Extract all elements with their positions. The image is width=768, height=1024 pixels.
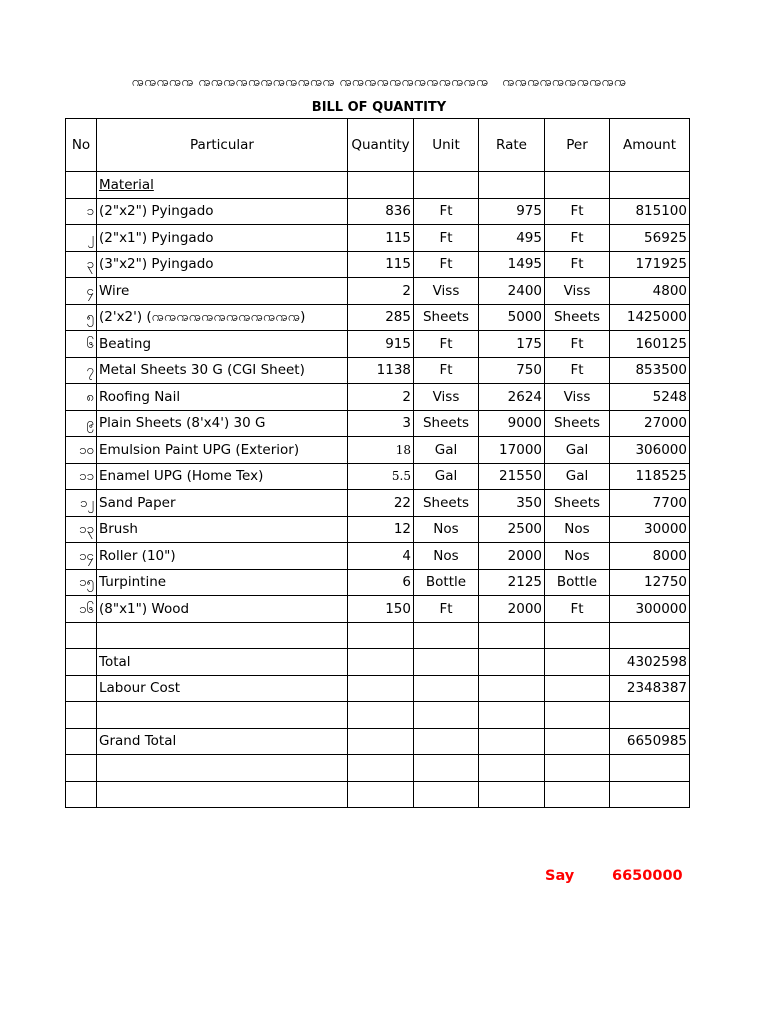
table-row	[66, 437, 690, 464]
document-title: BILL OF QUANTITY	[311, 100, 447, 115]
header-rate: Rate	[479, 119, 545, 172]
item-unit: Ft	[414, 357, 479, 384]
table-cell	[66, 675, 97, 702]
item-per: Nos	[545, 516, 610, 543]
item-unit: Sheets	[414, 304, 479, 331]
table-cell	[348, 755, 414, 782]
item-no: ၁၃	[66, 516, 97, 543]
item-no: ၁၆	[66, 596, 97, 623]
item-no: ၁၂	[66, 490, 97, 517]
table-row	[66, 410, 690, 437]
item-rate: 2624	[479, 384, 545, 411]
bill-of-quantity-table	[65, 118, 690, 808]
item-unit: Bottle	[414, 569, 479, 596]
item-amount: 5248	[610, 384, 690, 411]
table-cell	[610, 702, 690, 729]
item-rate: 175	[479, 331, 545, 358]
item-quantity: 4	[348, 543, 414, 570]
item-per: Viss	[545, 384, 610, 411]
item-no: ၉	[66, 410, 97, 437]
item-no: ၁၅	[66, 569, 97, 596]
empty-row	[66, 781, 690, 808]
table-row	[66, 251, 690, 278]
table-cell	[545, 172, 610, 199]
item-amount: 853500	[610, 357, 690, 384]
item-particular: Emulsion Paint UPG (Exterior)	[97, 437, 348, 464]
table-row	[66, 596, 690, 623]
item-quantity: 115	[348, 251, 414, 278]
item-rate: 2000	[479, 596, 545, 623]
table-cell	[479, 702, 545, 729]
item-quantity: 6	[348, 569, 414, 596]
item-unit: Gal	[414, 437, 479, 464]
table-cell	[479, 172, 545, 199]
item-quantity: 285	[348, 304, 414, 331]
item-rate: 2000	[479, 543, 545, 570]
table-row	[66, 331, 690, 358]
item-particular: Turpintine	[97, 569, 348, 596]
table-row	[66, 304, 690, 331]
item-quantity: 3	[348, 410, 414, 437]
item-particular: Wire	[97, 278, 348, 305]
table-cell	[479, 728, 545, 755]
item-no: ၈	[66, 384, 97, 411]
header-amount: Amount	[610, 119, 690, 172]
header-unit: Unit	[414, 119, 479, 172]
item-rate: 1495	[479, 251, 545, 278]
grand-total-label: Grand Total	[97, 728, 348, 755]
item-particular: Brush	[97, 516, 348, 543]
table-row	[66, 463, 690, 490]
item-rate: 975	[479, 198, 545, 225]
item-per: Ft	[545, 251, 610, 278]
item-rate: 495	[479, 225, 545, 252]
item-amount: 306000	[610, 437, 690, 464]
table-cell	[479, 755, 545, 782]
table-row	[66, 225, 690, 252]
table-cell	[545, 622, 610, 649]
item-particular: (8"x1") Wood	[97, 596, 348, 623]
item-particular: Roofing Nail	[97, 384, 348, 411]
table-cell	[66, 755, 97, 782]
table-cell	[414, 649, 479, 676]
empty-row	[66, 622, 690, 649]
item-per: Gal	[545, 437, 610, 464]
item-rate: 2400	[479, 278, 545, 305]
item-particular: Plain Sheets (8'x4') 30 G	[97, 410, 348, 437]
labour-cost-value: 2348387	[610, 675, 690, 702]
table-cell	[348, 728, 414, 755]
table-cell	[545, 649, 610, 676]
table-row	[66, 543, 690, 570]
item-per: Bottle	[545, 569, 610, 596]
table-cell	[610, 781, 690, 808]
header-quantity: Quantity	[348, 119, 414, 172]
grand-total-value: 6650985	[610, 728, 690, 755]
item-unit: Ft	[414, 198, 479, 225]
labour-cost-row	[66, 675, 690, 702]
item-unit: Sheets	[414, 410, 479, 437]
section-label-text: Material	[99, 176, 154, 193]
item-rate: 5000	[479, 304, 545, 331]
item-no: ၁၁	[66, 463, 97, 490]
table-row	[66, 384, 690, 411]
item-unit: Ft	[414, 331, 479, 358]
table-cell	[97, 702, 348, 729]
item-per: Ft	[545, 198, 610, 225]
item-quantity: 915	[348, 331, 414, 358]
item-per: Ft	[545, 331, 610, 358]
table-cell	[348, 781, 414, 808]
item-no: ၂	[66, 225, 97, 252]
table-cell	[66, 172, 97, 199]
table-cell	[414, 675, 479, 702]
table-cell	[414, 728, 479, 755]
section-row	[66, 172, 690, 199]
item-amount: 1425000	[610, 304, 690, 331]
item-quantity: 836	[348, 198, 414, 225]
header-row	[66, 119, 690, 172]
item-rate: 750	[479, 357, 545, 384]
item-per: Ft	[545, 357, 610, 384]
item-quantity: 12	[348, 516, 414, 543]
table-cell	[479, 622, 545, 649]
item-quantity: 2	[348, 384, 414, 411]
table-cell	[66, 702, 97, 729]
header-particular: Particular	[97, 119, 348, 172]
table-cell	[414, 622, 479, 649]
table-row	[66, 490, 690, 517]
table-cell	[610, 622, 690, 649]
table-cell	[66, 649, 97, 676]
say-amount: 6650000	[612, 868, 683, 884]
table-cell	[348, 622, 414, 649]
table-cell	[348, 172, 414, 199]
item-quantity: 1138	[348, 357, 414, 384]
table-cell	[545, 755, 610, 782]
item-quantity: 2	[348, 278, 414, 305]
item-quantity-text: 18	[395, 442, 411, 457]
item-amount: 56925	[610, 225, 690, 252]
table-row	[66, 569, 690, 596]
table-cell	[414, 702, 479, 729]
item-rate: 2500	[479, 516, 545, 543]
labour-cost-label: Labour Cost	[97, 675, 348, 702]
item-particular: (2'x2') (ꩠꩠꩠꩠꩠꩠꩠꩠꩠꩠꩠꩠ)	[97, 304, 348, 331]
table-cell	[348, 675, 414, 702]
item-rate: 2125	[479, 569, 545, 596]
item-per: Nos	[545, 543, 610, 570]
header-per: Per	[545, 119, 610, 172]
document-title-myanmar: ꩠꩠꩠꩠꩠ ꩠꩠꩠꩠꩠꩠꩠꩠꩠꩠꩠ ꩠꩠꩠꩠꩠꩠꩠꩠꩠꩠꩠꩠ ꩠꩠꩠꩠꩠꩠꩠꩠꩠꩠ	[131, 75, 627, 90]
item-quantity	[348, 437, 414, 464]
item-amount: 7700	[610, 490, 690, 517]
empty-row	[66, 755, 690, 782]
table-row	[66, 357, 690, 384]
item-particular: Metal Sheets 30 G (CGI Sheet)	[97, 357, 348, 384]
item-amount: 12750	[610, 569, 690, 596]
table-cell	[479, 781, 545, 808]
item-unit: Gal	[414, 463, 479, 490]
item-amount: 8000	[610, 543, 690, 570]
item-no: ၁၄	[66, 543, 97, 570]
item-unit: Sheets	[414, 490, 479, 517]
item-amount: 118525	[610, 463, 690, 490]
say-label: Say	[545, 868, 575, 884]
item-rate: 21550	[479, 463, 545, 490]
item-particular: (2"x1") Pyingado	[97, 225, 348, 252]
item-unit: Nos	[414, 516, 479, 543]
empty-row	[66, 702, 690, 729]
item-amount: 160125	[610, 331, 690, 358]
table-row	[66, 198, 690, 225]
item-no: ၇	[66, 357, 97, 384]
table-row	[66, 516, 690, 543]
item-amount: 27000	[610, 410, 690, 437]
table-cell	[97, 622, 348, 649]
table-cell	[545, 675, 610, 702]
header-no: No	[66, 119, 97, 172]
item-unit: Viss	[414, 278, 479, 305]
table-cell	[610, 172, 690, 199]
table-cell	[545, 702, 610, 729]
item-no: ၃	[66, 251, 97, 278]
item-no: ၅	[66, 304, 97, 331]
item-amount: 815100	[610, 198, 690, 225]
table-cell	[545, 781, 610, 808]
item-no: ၁	[66, 198, 97, 225]
item-quantity: 115	[348, 225, 414, 252]
item-per: Sheets	[545, 490, 610, 517]
item-particular: Enamel UPG (Home Tex)	[97, 463, 348, 490]
item-per: Ft	[545, 596, 610, 623]
total-label: Total	[97, 649, 348, 676]
total-value: 4302598	[610, 649, 690, 676]
item-particular: (3"x2") Pyingado	[97, 251, 348, 278]
table-row	[66, 278, 690, 305]
item-quantity: 150	[348, 596, 414, 623]
table-cell	[66, 622, 97, 649]
item-rate: 17000	[479, 437, 545, 464]
item-per: Viss	[545, 278, 610, 305]
item-particular: Beating	[97, 331, 348, 358]
item-particular: (2"x2") Pyingado	[97, 198, 348, 225]
table-cell	[66, 781, 97, 808]
item-rate: 350	[479, 490, 545, 517]
item-quantity	[348, 463, 414, 490]
table-cell	[479, 675, 545, 702]
table-cell	[414, 172, 479, 199]
total-row	[66, 649, 690, 676]
table-cell	[414, 781, 479, 808]
table-cell	[348, 649, 414, 676]
item-particular: Roller (10")	[97, 543, 348, 570]
item-no: ၆	[66, 331, 97, 358]
item-per: Gal	[545, 463, 610, 490]
item-no: ၄	[66, 278, 97, 305]
table-cell	[97, 781, 348, 808]
grand-total-row	[66, 728, 690, 755]
item-amount: 300000	[610, 596, 690, 623]
item-amount: 30000	[610, 516, 690, 543]
item-unit: Ft	[414, 225, 479, 252]
item-quantity-text: 5.5	[391, 469, 411, 483]
item-unit: Ft	[414, 596, 479, 623]
table-cell	[479, 649, 545, 676]
item-amount: 4800	[610, 278, 690, 305]
item-unit: Nos	[414, 543, 479, 570]
item-per: Sheets	[545, 410, 610, 437]
item-unit: Viss	[414, 384, 479, 411]
table-cell	[414, 755, 479, 782]
item-per: Sheets	[545, 304, 610, 331]
table-cell	[66, 728, 97, 755]
table-cell	[545, 728, 610, 755]
table-cell	[97, 755, 348, 782]
item-rate: 9000	[479, 410, 545, 437]
item-quantity: 22	[348, 490, 414, 517]
table-cell	[348, 702, 414, 729]
item-per: Ft	[545, 225, 610, 252]
item-no: ၁၀	[66, 437, 97, 464]
section-label	[97, 172, 348, 199]
item-particular: Sand Paper	[97, 490, 348, 517]
item-amount: 171925	[610, 251, 690, 278]
table-cell	[610, 755, 690, 782]
item-unit: Ft	[414, 251, 479, 278]
